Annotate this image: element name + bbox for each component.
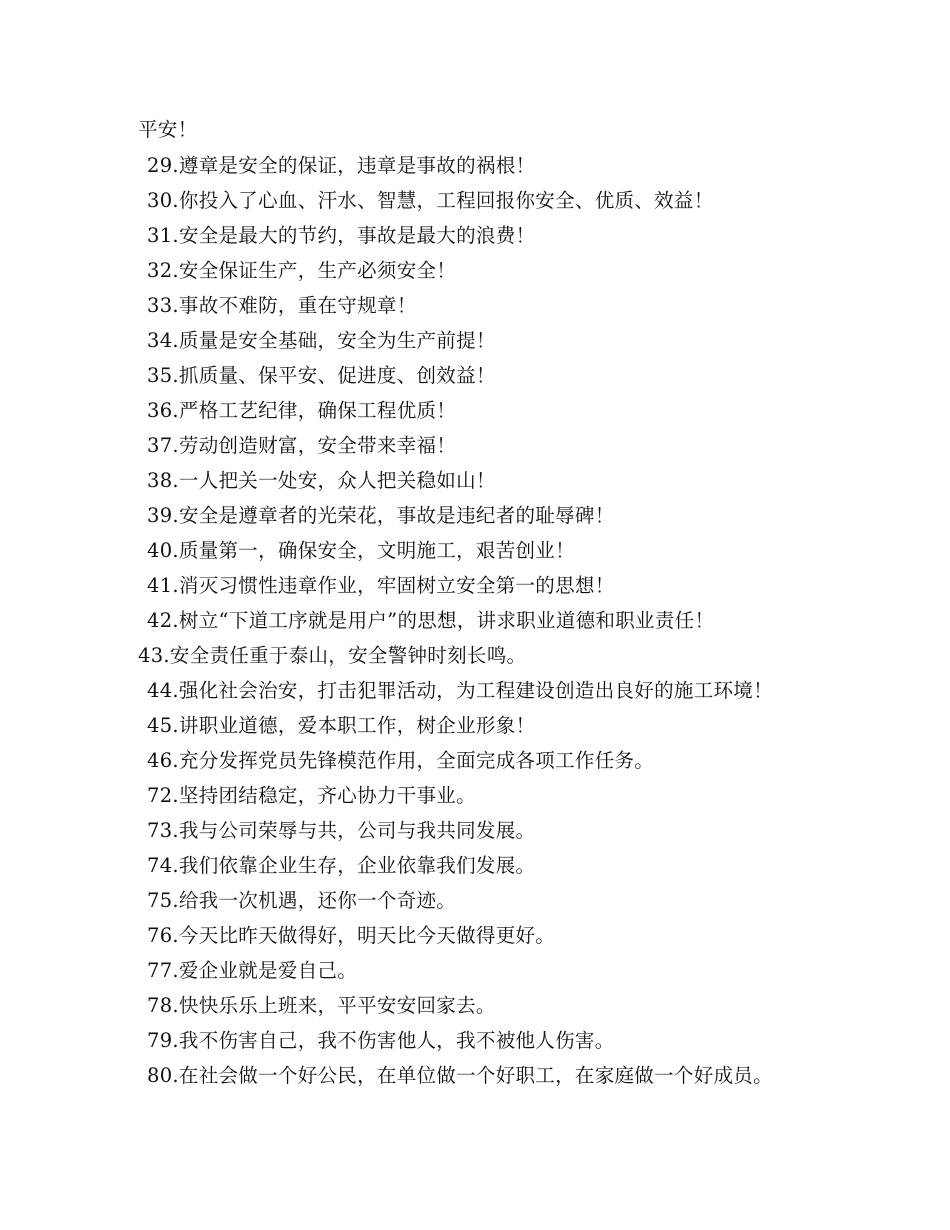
text-line: 80.在社会做一个好公民，在单位做一个好职工，在家庭做一个好成员。 [147, 1064, 773, 1087]
text-line: 29.遵章是安全的保证，违章是事故的祸根！ [147, 154, 536, 177]
text-line: 46.充分发挥党员先锋模范作用，全面完成各项工作任务。 [147, 749, 655, 772]
text-line: 40.质量第一，确保安全，文明施工，艰苦创业！ [147, 539, 575, 562]
text-line: 39.安全是遵章者的光荣花，事故是违纪者的耻辱碑！ [147, 504, 615, 527]
text-line: 34.质量是安全基础，安全为生产前提！ [147, 329, 496, 352]
text-line: 33.事故不难防，重在守规章！ [147, 294, 417, 317]
text-line: 44.强化社会治安，打击犯罪活动，为工程建设创造出良好的施工环境！ [147, 679, 773, 702]
text-line: 31.安全是最大的节约，事故是最大的浪费！ [147, 224, 536, 247]
text-line: 79.我不伤害自己，我不伤害他人，我不被他人伤害。 [147, 1029, 615, 1052]
text-line: 36.严格工艺纪律，确保工程优质！ [147, 399, 457, 422]
text-line: 38.一人把关一处安，众人把关稳如山！ [147, 469, 496, 492]
text-line: 76.今天比昨天做得好，明天比今天做得更好。 [147, 924, 556, 947]
text-line: 35.抓质量、保平安、促进度、创效益！ [147, 364, 496, 387]
text-line: 45.讲职业道德，爱本职工作，树企业形象！ [147, 714, 536, 737]
text-line: 74.我们依靠企业生存，企业依靠我们发展。 [147, 854, 536, 877]
text-line: 75.给我一次机遇，还你一个奇迹。 [147, 889, 457, 912]
text-line: 37.劳动创造财富，安全带来幸福！ [147, 434, 457, 457]
text-line: 43.安全责任重于泰山，安全警钟时刻长鸣。 [138, 644, 527, 667]
text-line: 32.安全保证生产，生产必须安全！ [147, 259, 457, 282]
text-line: 41.消灭习惯性违章作业，牢固树立安全第一的思想！ [147, 574, 615, 597]
text-line: 77.爱企业就是爱自己。 [147, 959, 358, 982]
text-line: 73.我与公司荣辱与共，公司与我共同发展。 [147, 819, 536, 842]
text-line: 42.树立“下道工序就是用户”的思想，讲求职业道德和职业责任！ [147, 609, 715, 632]
text-line: 平安！ [138, 118, 198, 141]
text-line: 78.快快乐乐上班来，平平安安回家去。 [147, 994, 496, 1017]
text-line: 72.坚持团结稳定，齐心协力干事业。 [147, 784, 476, 807]
text-line: 30.你投入了心血、汗水、智慧，工程回报你安全、优质、效益！ [147, 189, 714, 212]
